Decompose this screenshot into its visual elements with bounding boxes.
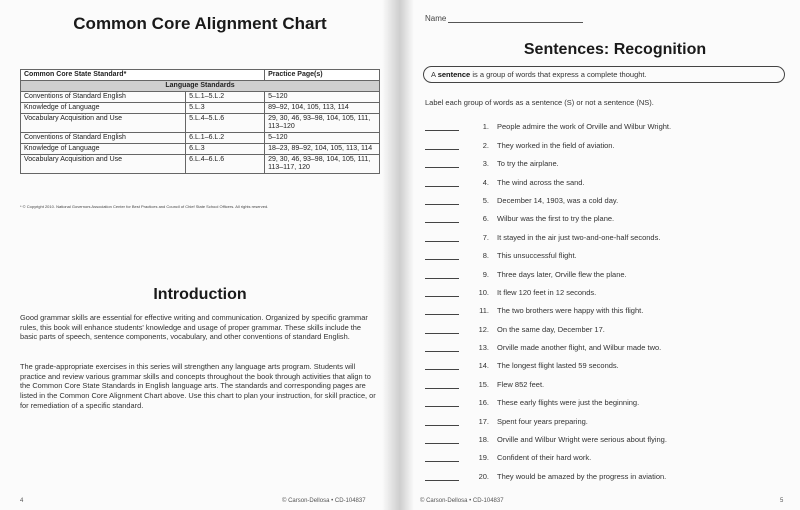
answer-blank[interactable] — [425, 344, 459, 352]
item-number: 2. — [482, 140, 489, 150]
standard-code-cell: 6.L.4–6.L.6 — [186, 155, 265, 174]
item-number: 20. — [478, 471, 489, 481]
item-text: It stayed in the air just two-and-one-half seconds. — [497, 232, 661, 242]
exercise-item — [425, 389, 785, 407]
answer-blank[interactable] — [425, 362, 459, 370]
item-number: 13. — [478, 343, 489, 353]
instructions: Label each group of words as a sentence (S) or not a sentence (NS). — [425, 98, 654, 107]
item-text: Confident of their hard work. — [497, 453, 592, 463]
answer-blank[interactable] — [425, 418, 459, 426]
answer-blank[interactable] — [425, 179, 459, 187]
exercise-item — [425, 315, 785, 333]
standard-name-cell: Conventions of Standard English — [21, 133, 186, 144]
item-text: The longest flight lasted 59 seconds. — [497, 361, 619, 371]
item-number: 11. — [479, 306, 489, 316]
practice-pages-cell: 29, 30, 46, 93–98, 104, 105, 111, 113–120 — [265, 114, 380, 133]
item-text: This unsuccessful flight. — [497, 251, 577, 261]
practice-pages-cell: 18–23, 89–92, 104, 105, 113, 114 — [265, 144, 380, 155]
standard-name-cell: Vocabulary Acquisition and Use — [21, 155, 186, 174]
page-number: 4 — [20, 498, 24, 504]
answer-blank[interactable] — [425, 197, 459, 205]
introduction-heading: Introduction — [153, 286, 247, 303]
exercise-item — [425, 279, 785, 297]
item-number: 17. — [478, 416, 489, 426]
item-number: 19. — [478, 453, 489, 463]
table-row — [21, 144, 380, 155]
answer-blank[interactable] — [425, 160, 459, 168]
practice-pages-cell: 89–92, 104, 105, 113, 114 — [265, 103, 380, 114]
answer-blank[interactable] — [425, 326, 459, 334]
item-text: December 14, 1903, was a cold day. — [497, 195, 619, 205]
answer-blank[interactable] — [425, 454, 459, 462]
answer-blank[interactable] — [425, 252, 459, 260]
exercise-list — [425, 113, 785, 481]
exercise-item — [425, 426, 785, 444]
footer-credit: © Carson-Dellosa • CD-104837 — [282, 498, 366, 504]
item-number: 15. — [478, 379, 489, 389]
exercise-item — [425, 444, 785, 462]
worksheet-title: Sentences: Recognition — [523, 41, 707, 58]
page-number: 5 — [780, 498, 784, 504]
standard-code-cell: 6.L.3 — [186, 144, 265, 155]
item-number: 6. — [482, 214, 489, 224]
answer-blank[interactable] — [425, 436, 459, 444]
standard-name-cell: Conventions of Standard English — [21, 92, 186, 103]
item-text: The wind across the sand. — [497, 177, 585, 187]
practice-pages-cell: 5–120 — [265, 92, 380, 103]
item-text: Orville and Wilbur Wright were serious about flying. — [497, 435, 667, 445]
table-row — [21, 103, 380, 114]
standard-name-cell: Knowledge of Language — [21, 103, 186, 114]
definition-box: A sentence is a group of words that express a complete thought. — [423, 66, 785, 83]
item-text: To try the airplane. — [497, 159, 559, 169]
name-field — [425, 14, 583, 23]
standard-code-cell: 5.L.1–5.L.2 — [186, 92, 265, 103]
item-number: 12. — [478, 324, 489, 334]
standard-code-cell: 6.L.1–6.L.2 — [186, 133, 265, 144]
exercise-item — [425, 150, 785, 168]
intro-paragraph-2: The grade-appropriate exercises in this series will strengthen any language arts program. Students will practice and review various grammar skills and concepts throughout the book through activities that align to the Common Core State Standards in English language arts. The standards and corresponding pages are listed in the Common Core Alignment Chart above. Use this chart to plan your instruction, for skill practice, or for remediation of a specific standard. — [20, 362, 376, 410]
answer-blank[interactable] — [425, 289, 459, 297]
answer-blank[interactable] — [425, 142, 459, 150]
item-text: On the same day, December 17. — [497, 324, 605, 334]
exercise-item — [425, 297, 785, 315]
exercise-item — [425, 352, 785, 370]
footer-credit: © Carson-Dellosa • CD-104837 — [420, 498, 504, 504]
item-text: People admire the work of Orville and Wilbur Wright. — [497, 122, 672, 132]
item-text: These early flights were just the beginning. — [497, 398, 640, 408]
right-page — [400, 0, 800, 510]
item-number: 18. — [478, 435, 489, 445]
exercise-item — [425, 187, 785, 205]
answer-blank[interactable] — [425, 123, 459, 131]
item-text: Orville made another flight, and Wilbur made two. — [497, 343, 662, 353]
table-band-label: Language Standards — [21, 81, 380, 92]
standard-code-cell: 5.L.4–5.L.6 — [186, 114, 265, 133]
item-number: 1. — [482, 122, 489, 132]
answer-blank[interactable] — [425, 399, 459, 407]
exercise-item — [425, 334, 785, 352]
item-text: The two brothers were happy with this flight. — [497, 306, 644, 316]
item-number: 3. — [482, 159, 489, 169]
item-text: Flew 852 feet. — [497, 379, 545, 389]
exercise-item — [425, 462, 785, 480]
intro-paragraph-1: Good grammar skills are essential for effective writing and communication. Organized by specific grammar rules, this book will enhance students' knowledge and usage of proper grammar. These skills include the basic parts of speech, sentence components, vocabulary, and other conventions of standard English. — [20, 313, 368, 342]
copyright-note: * © Copyright 2010. National Governors Association Center for Best Practices and Council of Chief State School Officers. All rights reserved. — [20, 204, 269, 209]
item-text: Spent four years preparing. — [497, 416, 588, 426]
table-row — [21, 133, 380, 144]
item-number: 4. — [482, 177, 489, 187]
table-row — [21, 114, 380, 133]
exercise-item — [425, 223, 785, 241]
answer-blank[interactable] — [425, 307, 459, 315]
answer-blank[interactable] — [425, 271, 459, 279]
name-blank-line[interactable] — [448, 15, 583, 23]
practice-pages-cell: 5–120 — [265, 133, 380, 144]
name-label: Name — [425, 14, 447, 23]
exercise-item — [425, 242, 785, 260]
answer-blank[interactable] — [425, 381, 459, 389]
item-text: They would be amazed by the progress in aviation. — [497, 471, 667, 481]
standard-name-cell: Knowledge of Language — [21, 144, 186, 155]
item-text: Wilbur was the first to try the plane. — [497, 214, 615, 224]
table-row — [21, 92, 380, 103]
exercise-item — [425, 205, 785, 223]
item-number: 9. — [482, 269, 489, 279]
exercise-item — [425, 131, 785, 149]
item-text: They worked in the field of aviation. — [497, 140, 615, 150]
page-title: Common Core Alignment Chart — [73, 14, 327, 33]
column-header-practice-pages: Practice Page(s) — [265, 70, 380, 81]
item-number: 5. — [482, 195, 489, 205]
answer-blank[interactable] — [425, 473, 459, 481]
item-number: 10. — [478, 287, 489, 297]
item-text: It flew 120 feet in 12 seconds. — [497, 287, 597, 297]
exercise-item — [425, 370, 785, 388]
exercise-item — [425, 260, 785, 278]
item-number: 7. — [482, 232, 489, 242]
item-text: Three days later, Orville flew the plane. — [497, 269, 627, 279]
standard-name-cell: Vocabulary Acquisition and Use — [21, 114, 186, 133]
standard-code-cell: 5.L.3 — [186, 103, 265, 114]
exercise-item — [425, 168, 785, 186]
answer-blank[interactable] — [425, 215, 459, 223]
alignment-table — [20, 69, 380, 174]
table-row — [21, 155, 380, 174]
exercise-item — [425, 113, 785, 131]
item-number: 16. — [478, 398, 489, 408]
exercise-item — [425, 407, 785, 425]
item-number: 8. — [482, 251, 489, 261]
definition-term: sentence — [437, 70, 471, 79]
column-header-standard: Common Core State Standard* — [21, 70, 265, 81]
answer-blank[interactable] — [425, 234, 459, 242]
practice-pages-cell: 29, 30, 46, 93–98, 104, 105, 111, 113–117, 120 — [265, 155, 380, 174]
item-number: 14. — [478, 361, 489, 371]
